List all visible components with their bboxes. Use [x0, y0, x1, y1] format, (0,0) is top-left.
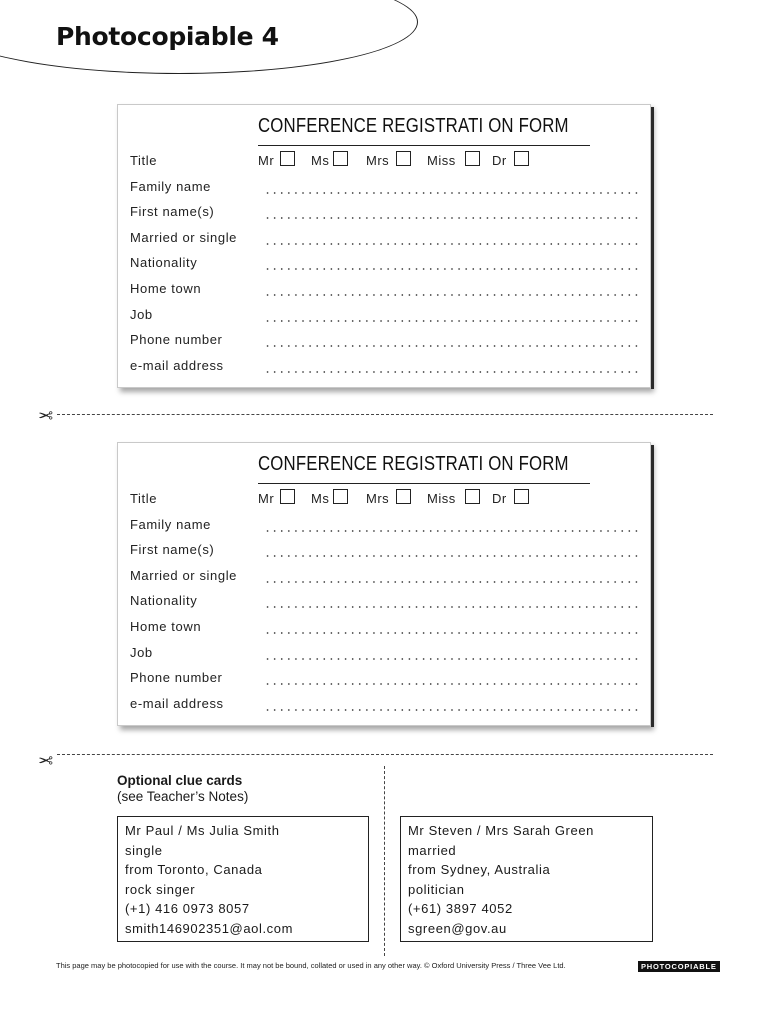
- title-checkbox-ms[interactable]: [333, 489, 348, 504]
- form-field-row: [130, 281, 640, 301]
- dotted-answer-line[interactable]: [264, 371, 638, 373]
- title-option-label: Miss: [427, 153, 456, 168]
- scissors-icon: ✂: [38, 751, 54, 771]
- form-title-text: CONFERENCE REGISTRATI ON FORM: [258, 115, 569, 137]
- scissors-icon: ✂: [38, 406, 54, 426]
- clue-line: smith146902351@aol.com: [125, 920, 294, 936]
- clue-cards-subheading: (see Teacher’s Notes): [117, 789, 249, 804]
- title-option-label: Mrs: [366, 491, 390, 506]
- dotted-answer-line[interactable]: [264, 320, 638, 322]
- dotted-answer-line[interactable]: [264, 243, 638, 245]
- form-field-row: [130, 332, 640, 352]
- dotted-answer-line[interactable]: [264, 268, 638, 270]
- title-checkbox-mr[interactable]: [280, 489, 295, 504]
- clue-card-green: [400, 816, 653, 942]
- field-label: First name(s): [130, 204, 215, 220]
- field-label: Nationality: [130, 593, 198, 609]
- clue-line: from Toronto, Canada: [125, 862, 263, 877]
- form-field-row: [130, 179, 640, 199]
- title-option-mrs: [366, 491, 389, 506]
- form-title: [258, 115, 590, 146]
- form-field-row: [130, 542, 640, 562]
- field-label: Home town: [130, 281, 202, 296]
- form-field-row: [130, 568, 640, 588]
- photocopiable-badge: PHOTOCOPIABLE: [638, 961, 720, 972]
- form-title: [258, 453, 590, 484]
- dotted-answer-line[interactable]: [264, 632, 638, 634]
- title-option-mr: [258, 153, 274, 168]
- clue-line: married: [408, 842, 457, 858]
- dotted-answer-line[interactable]: [264, 683, 638, 685]
- field-label: Job: [130, 644, 153, 660]
- title-option-ms: [311, 153, 329, 168]
- title-checkbox-mr[interactable]: [280, 151, 295, 166]
- dotted-answer-line[interactable]: [264, 658, 638, 660]
- title-checkbox-dr[interactable]: [514, 151, 529, 166]
- field-label: Job: [130, 306, 153, 322]
- dotted-answer-line[interactable]: [264, 581, 638, 583]
- title-option-mr: [258, 491, 274, 506]
- form-field-row: [130, 230, 640, 250]
- field-label: e-mail address: [130, 695, 224, 711]
- title-checkbox-mrs[interactable]: [396, 489, 411, 504]
- title-option-label: Ms: [311, 153, 330, 168]
- field-label: Married or single: [130, 229, 238, 245]
- title-option-label: Mrs: [366, 153, 390, 168]
- form-field-row: [130, 358, 640, 378]
- title-checkbox-mrs[interactable]: [396, 151, 411, 166]
- title-checkbox-miss[interactable]: [465, 151, 480, 166]
- form-field-row: [130, 670, 640, 690]
- field-label: Home town: [130, 619, 202, 634]
- form-field-row: [130, 307, 640, 327]
- field-label: Phone number: [130, 332, 223, 348]
- title-option-label: Dr: [492, 491, 507, 506]
- form-field-row: [130, 255, 640, 275]
- copyright-notice: This page may be photocopied for use with the course. It may not be bound, collated or used in any other way. © Oxford University Press / Three Vee Ltd.: [56, 961, 566, 970]
- clue-line: single: [125, 842, 163, 858]
- title-option-dr: [492, 153, 507, 168]
- dotted-answer-line[interactable]: [264, 555, 638, 557]
- title-option-label: Ms: [311, 491, 330, 506]
- clue-cards-heading: Optional clue cards: [117, 773, 243, 788]
- field-label: First name(s): [130, 542, 215, 558]
- clue-line: politician: [408, 881, 465, 897]
- title-checkbox-miss[interactable]: [465, 489, 480, 504]
- field-label: Nationality: [130, 255, 198, 271]
- page-title: Photocopiable 4: [56, 22, 279, 51]
- clue-line: (+61) 3897 4052: [408, 901, 513, 916]
- field-label: Married or single: [130, 567, 238, 583]
- form-field-row: [130, 517, 640, 537]
- form-field-row: [130, 645, 640, 665]
- clue-line: from Sydney, Australia: [408, 862, 551, 877]
- vertical-cut-line: [384, 766, 385, 956]
- form-field-row: [130, 593, 640, 613]
- title-row: [130, 153, 640, 173]
- title-option-mrs: [366, 153, 389, 168]
- title-row: [130, 491, 640, 511]
- field-label: Phone number: [130, 670, 223, 686]
- field-label: Family name: [130, 178, 212, 194]
- title-option-miss: [427, 491, 456, 506]
- title-checkbox-ms[interactable]: [333, 151, 348, 166]
- dotted-answer-line[interactable]: [264, 294, 638, 296]
- dotted-answer-line[interactable]: [264, 709, 638, 711]
- clue-card-smith: [117, 816, 369, 942]
- form-field-row: [130, 696, 640, 716]
- dotted-answer-line[interactable]: [264, 192, 638, 194]
- form-title-text: CONFERENCE REGISTRATI ON FORM: [258, 453, 569, 475]
- clue-line: Mr Paul / Ms Julia Smith: [125, 823, 280, 838]
- title-option-dr: [492, 491, 507, 506]
- field-label: Title: [130, 153, 158, 168]
- title-option-label: Dr: [492, 153, 507, 168]
- title-option-label: Mr: [258, 153, 275, 168]
- dotted-answer-line[interactable]: [264, 530, 638, 532]
- dotted-answer-line[interactable]: [264, 606, 638, 608]
- dotted-answer-line[interactable]: [264, 345, 638, 347]
- title-option-label: Mr: [258, 491, 275, 506]
- field-label: Family name: [130, 516, 212, 532]
- registration-form-1: [117, 104, 651, 388]
- cut-line-1: [57, 414, 713, 415]
- title-checkbox-dr[interactable]: [514, 489, 529, 504]
- field-label: e-mail address: [130, 357, 224, 373]
- clue-line: (+1) 416 0973 8057: [125, 901, 250, 916]
- registration-form-2: [117, 442, 651, 726]
- cut-line-2: [57, 754, 713, 755]
- title-option-miss: [427, 153, 456, 168]
- form-field-row: [130, 619, 640, 639]
- title-option-ms: [311, 491, 329, 506]
- dotted-answer-line[interactable]: [264, 217, 638, 219]
- field-label: Title: [130, 491, 158, 506]
- clue-line: Mr Steven / Mrs Sarah Green: [408, 823, 594, 838]
- title-option-label: Miss: [427, 491, 456, 506]
- form-field-row: [130, 204, 640, 224]
- clue-line: rock singer: [125, 881, 196, 897]
- clue-line: sgreen@gov.au: [408, 920, 507, 936]
